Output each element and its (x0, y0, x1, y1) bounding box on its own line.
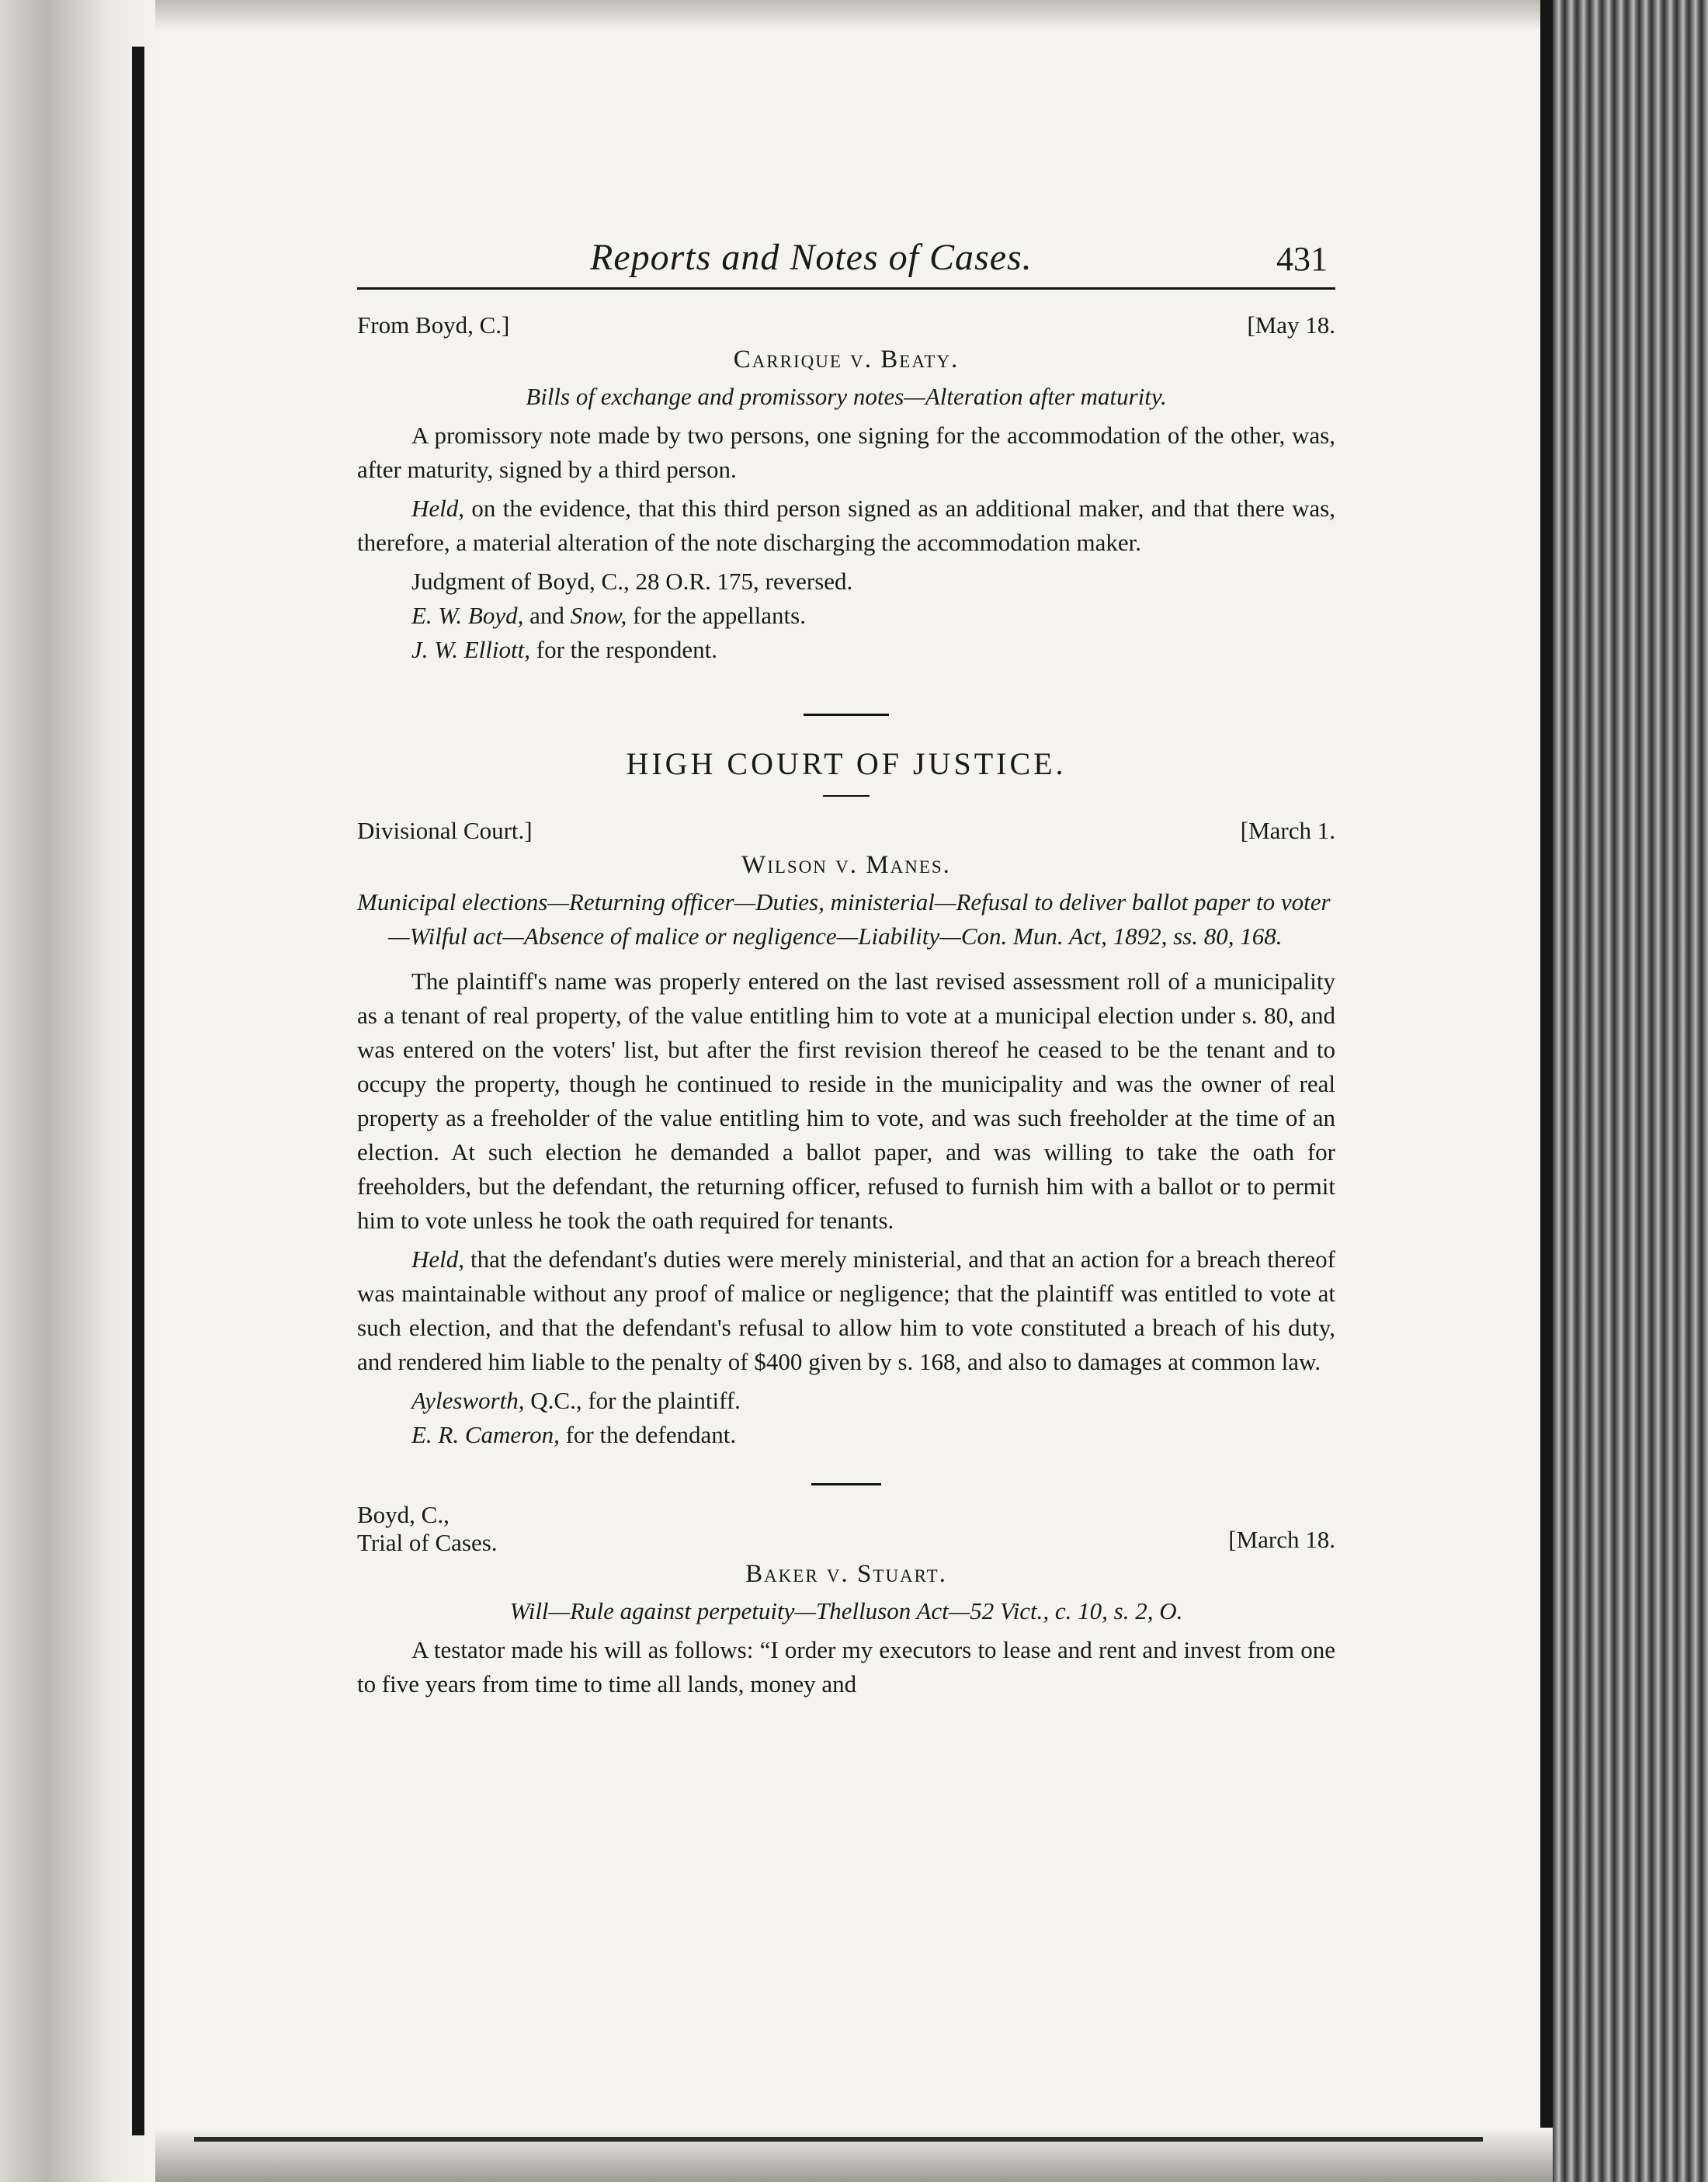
scan-binding-shadow (132, 47, 144, 2135)
case-meta-row (357, 814, 1335, 848)
case-meta-row (357, 308, 1335, 342)
scan-right-page-edge (1540, 0, 1553, 2182)
case-title: Wilson v. Manes. (741, 851, 951, 879)
case-facts: A promissory note made by two persons, one signing for the accommodation of the other, was, after maturity, signed by a third person. (357, 422, 1335, 483)
counsel-name: E. W. Boyd, (411, 602, 524, 629)
running-header (357, 233, 1335, 290)
counsel-name: J. W. Elliott, (411, 636, 530, 663)
running-title: Reports and Notes of Cases. (590, 237, 1033, 278)
scan-top-edge (155, 0, 1553, 31)
case-date: [March 1. (1240, 817, 1335, 844)
case-title: Carrique v. Beaty. (733, 346, 960, 374)
case-carrique-v-beaty (357, 308, 1335, 667)
case-held (357, 1242, 1335, 1379)
case-title: Baker v. Stuart. (745, 1560, 947, 1588)
held-text: on the evidence, that this third person signed as an additional maker, and that there was, therefore, a material alteration of the note discharging the accommodation maker. (357, 495, 1335, 556)
case-judgment: Judgment of Boyd, C., 28 O.R. 175, reversed. (411, 568, 853, 595)
case-date: [March 18. (1228, 1526, 1335, 1553)
court-division: Trial of Cases. (357, 1529, 498, 1556)
held-label: Held, (411, 1246, 465, 1273)
case-catchwords: Will—Rule against perpetuity—Thelluson Act—52 Vict., c. 10, s. 2, O. (509, 1597, 1183, 1624)
counsel-appellants (357, 599, 1335, 633)
case-baker-v-stuart (357, 1501, 1335, 1701)
counsel-name: E. R. Cameron, (411, 1421, 560, 1448)
held-label: Held, (411, 495, 465, 522)
counsel-role: for the respondent. (530, 636, 718, 663)
counsel-name: Aylesworth, (411, 1387, 525, 1414)
case-catchwords: Municipal elections—Returning officer—Duties, ministerial—Refusal to deliver ballot paper to voter—Wilful act—Absence of malice or negligence—Liability—Con. Mun. Act, 1892, ss. 80, 168. (357, 888, 1331, 950)
case-court (357, 1501, 498, 1557)
counsel-role: for the appellants. (627, 602, 806, 629)
counsel-plaintiff (357, 1384, 1335, 1418)
counsel-respondent (357, 633, 1335, 667)
scan-bottom-rule (194, 2137, 1483, 2142)
counsel-connector: and (523, 602, 571, 629)
scan-bottom-edge (155, 2128, 1553, 2182)
case-court: Divisional Court.] (357, 817, 533, 844)
court-judge: Boyd, C., (357, 1501, 450, 1528)
section-heading: HIGH COURT OF JUSTICE. (626, 746, 1067, 781)
case-wilson-v-manes (357, 814, 1335, 1452)
section-divider (804, 714, 889, 716)
case-date: [May 18. (1247, 311, 1335, 339)
counsel-role: for the defendant. (559, 1421, 737, 1448)
case-court: From Boyd, C.] (357, 311, 510, 339)
scan-right-margin (1553, 0, 1708, 2182)
counsel-role: Q.C., for the plaintiff. (524, 1387, 741, 1414)
page-body (357, 233, 1335, 1706)
case-meta-row (357, 1501, 1335, 1557)
case-facts: The plaintiff's name was properly entered on the last revised assessment roll of a municipality as a tenant of real property, of the value entitling him to vote at a municipal election under s. 80, and was entered on the voters' list, but after the first revision thereof he ceased to be the tenant and to occupy the property, though he continued to reside in the municipality and was the owner of real property as a freeholder of the value entitling him to vote, and was such freeholder at the time of an election. At such election he demanded a ballot paper, and was willing to take the oath for freeholders, but the defendant, the returning officer, refused to furnish him with a ballot or to permit him to vote unless he took the oath required for tenants. (357, 968, 1335, 1234)
held-text: that the defendant's duties were merely ministerial, and that an action for a breach thereof was maintainable without any proof of malice or negligence; that the plaintiff was entitled to vote at such election, and that the defendant's refusal to allow him to vote constituted a breach of his duty, and rendered him liable to the penalty of $400 given by s. 168, and also to damages at common law. (357, 1246, 1335, 1375)
case-held (357, 492, 1335, 560)
counsel-name-2: Snow, (570, 602, 627, 629)
heading-divider (823, 795, 870, 797)
counsel-defendant (357, 1418, 1335, 1452)
case-divider (811, 1483, 881, 1485)
page-number: 431 (1276, 240, 1328, 278)
case-catchwords: Bills of exchange and promissory notes—Alteration after maturity. (526, 383, 1167, 410)
case-facts: A testator made his will as follows: “I order my executors to lease and rent and invest from one to five years from time to time all lands, money and (357, 1636, 1335, 1697)
